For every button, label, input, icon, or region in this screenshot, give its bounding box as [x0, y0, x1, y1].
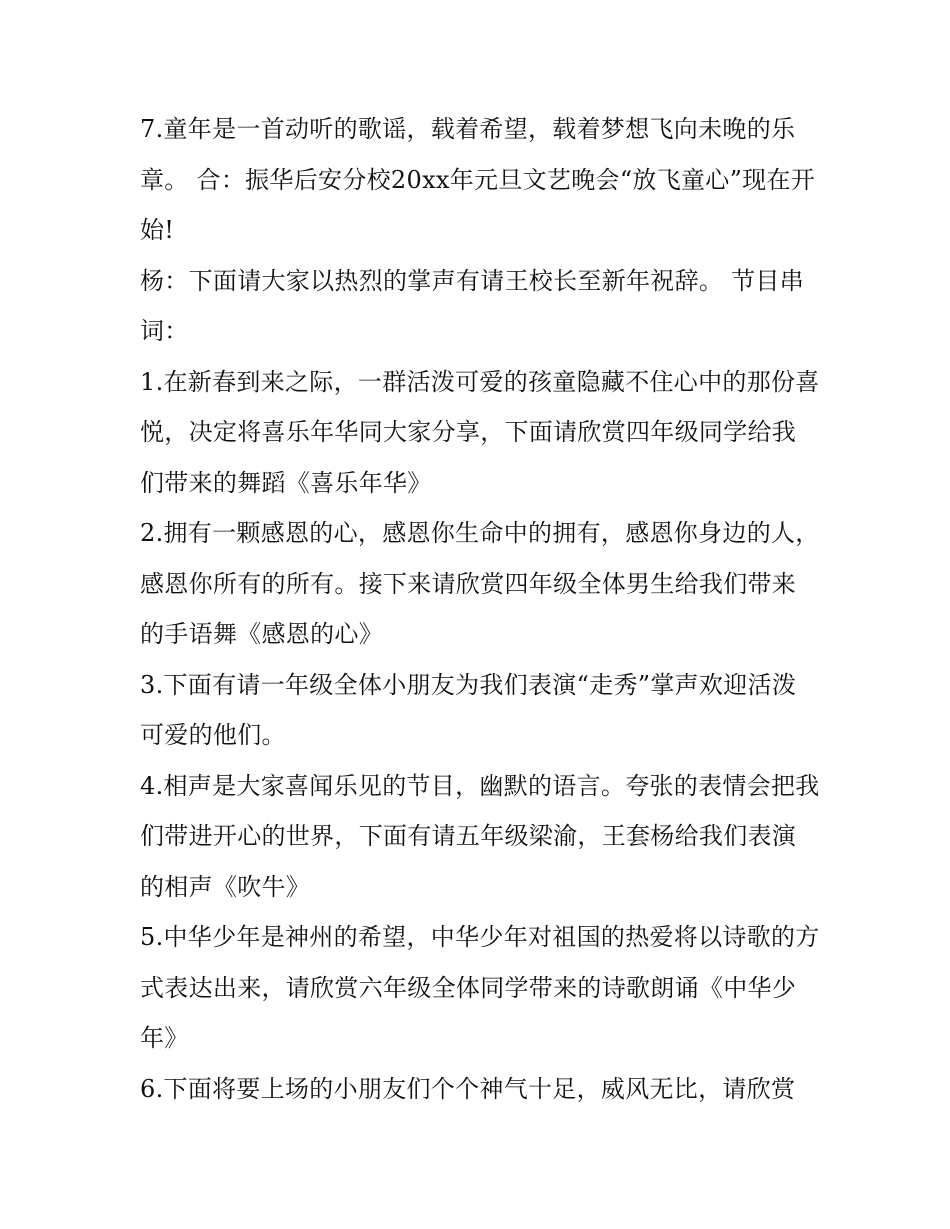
paragraph-item-6: 6.下面将要上场的小朋友们个个神气十足，威风无比，请欣赏 [140, 1074, 796, 1103]
paragraph-opening: 7.童年是一首动听的歌谣，载着希望，载着梦想飞向未晚的乐章。 合：振华后安分校20xx年元旦文艺晚会“放飞童心”现在开始! [140, 115, 816, 244]
paragraph-item-3: 3.下面有请一年级全体小朋友为我们表演“走秀”掌声欢迎活泼可爱的他们。 [140, 670, 797, 749]
paragraph-item-1: 1.在新春到来之际，一群活泼可爱的孩童隐藏不住心中的那份喜悦，决定将喜乐年华同大家分享，下面请欣赏四年级同学给我们带来的舞蹈《喜乐年华》 [140, 367, 820, 497]
paragraph-host-yang: 杨：下面请大家以热烈的掌声有请王校长至新年祝辞。 节目串词： [140, 266, 805, 345]
document-body [140, 104, 820, 1114]
paragraph-item-4: 4.相声是大家喜闻乐见的节目，幽默的语言。夸张的表情会把我们带进开心的世界，下面有请五年级梁渝，王套杨给我们表演的相声《吹牛》 [140, 771, 820, 901]
paragraph-item-2: 2.拥有一颗感恩的心，感恩你生命中的拥有，感恩你身边的人，感恩你所有的所有。接下来请欣赏四年级全体男生给我们带来的手语舞《感恩的心》 [140, 519, 820, 648]
paragraph-item-5: 5.中华少年是神州的希望，中华少年对祖国的热爱将以诗歌的方式表达出来，请欣赏六年级全体同学带来的诗歌朗诵《中华少年》 [140, 923, 820, 1052]
